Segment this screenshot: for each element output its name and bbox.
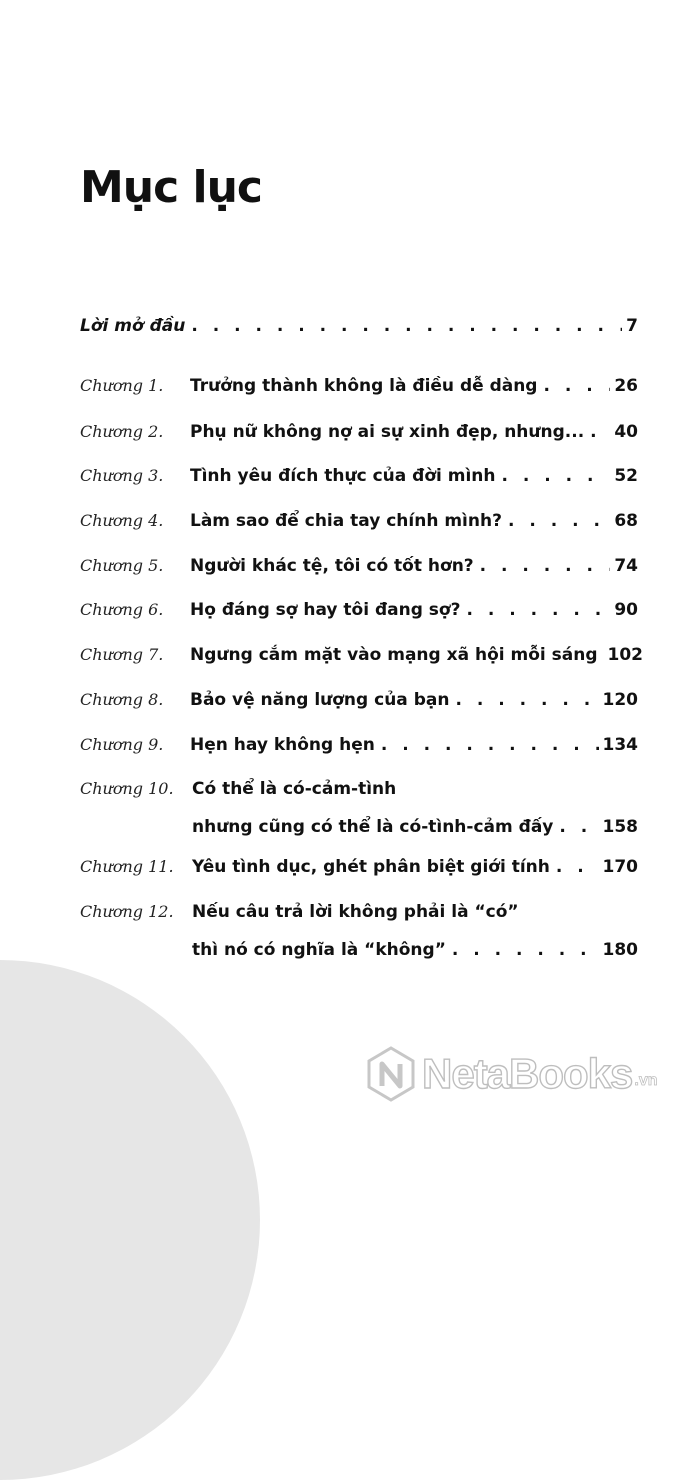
dot-leader — [590, 420, 610, 444]
chapter-label: Chương 11. — [80, 857, 174, 876]
chapter-title: Trưởng thành không là điều dễ dàng — [190, 376, 538, 396]
dot-leader — [466, 598, 610, 622]
page-number: 180 — [602, 940, 638, 960]
toc-line — [80, 554, 638, 578]
toc-entry — [80, 643, 644, 667]
chapter-label: Chương 12. — [80, 902, 174, 921]
toc-line — [80, 464, 638, 488]
watermark-suffix: .vn — [634, 1072, 658, 1089]
page-number: 7 — [626, 316, 638, 336]
toc-entry — [80, 554, 638, 578]
chapter-label: Chương 7. — [80, 645, 164, 664]
page-number: 134 — [602, 735, 638, 755]
toc-line — [80, 314, 638, 338]
chapter-label: Chương 1. — [80, 376, 164, 395]
page-number: 120 — [602, 690, 638, 710]
chapter-title: Phụ nữ không nợ ai sự xinh đẹp, nhưng... — [190, 422, 585, 442]
toc-line — [80, 777, 638, 801]
toc-entry — [80, 598, 638, 622]
toc-line — [80, 420, 638, 444]
chapter-label: Chương 3. — [80, 466, 164, 485]
netabooks-logo-icon — [366, 1046, 416, 1102]
toc-line — [80, 374, 638, 398]
chapter-title: Có thể là có-cảm-tình — [192, 779, 397, 799]
corner-decoration — [0, 960, 260, 1480]
chapter-title: Tình yêu đích thực của đời mình — [190, 466, 496, 486]
toc-entry — [80, 374, 638, 398]
dot-leader — [480, 554, 611, 578]
chapter-title: Họ đáng sợ hay tôi đang sợ? — [190, 600, 461, 620]
page-number: 90 — [614, 600, 638, 620]
watermark — [366, 1046, 696, 1102]
dot-leader — [502, 464, 611, 488]
toc-line — [80, 598, 638, 622]
dot-leader — [455, 688, 598, 712]
dot-leader — [559, 815, 598, 839]
page-number: 26 — [614, 376, 638, 396]
toc-entry — [80, 509, 638, 533]
chapter-label: Chương 10. — [80, 779, 174, 798]
dot-leader — [556, 855, 599, 879]
page-number: 52 — [614, 466, 638, 486]
chapter-label: Chương 8. — [80, 690, 164, 709]
toc-entry — [80, 314, 638, 338]
page-number: 74 — [614, 556, 638, 576]
chapter-title: Ngưng cắm mặt vào mạng xã hội mỗi sáng — [190, 645, 598, 665]
dot-leader — [381, 733, 599, 757]
page-number: 170 — [602, 857, 638, 877]
page-number: 40 — [614, 422, 638, 442]
toc-line — [80, 733, 638, 757]
toc-entry — [80, 464, 638, 488]
chapter-title: Nếu câu trả lời không phải là “có” — [192, 902, 519, 922]
chapter-title: Làm sao để chia tay chính mình? — [190, 511, 502, 531]
chapter-title: nhưng cũng có thể là có-tình-cảm đấy — [192, 817, 554, 837]
toc-entry — [80, 777, 638, 839]
toc-line — [80, 643, 644, 667]
dot-leader — [452, 938, 599, 962]
toc-line — [80, 855, 638, 879]
dot-leader — [543, 374, 610, 398]
toc-line — [80, 815, 638, 839]
toc-entry — [80, 420, 638, 444]
toc-line — [80, 509, 638, 533]
page-number: 158 — [602, 817, 638, 837]
chapter-title: Người khác tệ, tôi có tốt hơn? — [190, 556, 474, 576]
chapter-title: Yêu tình dục, ghét phân biệt giới tính — [192, 857, 550, 877]
chapter-label: Chương 9. — [80, 735, 164, 754]
watermark-text: NetaBooks — [422, 1050, 633, 1097]
toc-entry — [80, 688, 638, 712]
chapter-label: Chương 2. — [80, 422, 164, 441]
page-number: 68 — [614, 511, 638, 531]
toc-entry — [80, 733, 638, 757]
chapter-label: Chương 4. — [80, 511, 164, 530]
toc-line — [80, 938, 638, 962]
toc-entry — [80, 900, 638, 962]
dot-leader — [508, 509, 610, 533]
toc-entry — [80, 855, 638, 879]
toc-line — [80, 900, 638, 924]
chapter-title: Bảo vệ năng lượng của bạn — [190, 690, 450, 710]
chapter-label: Chương 6. — [80, 600, 164, 619]
toc-line — [80, 688, 638, 712]
chapter-label: Chương 5. — [80, 556, 164, 575]
table-of-contents — [80, 0, 644, 1000]
page-title: Mục lục — [80, 162, 262, 213]
chapter-title: Lời mở đầu — [80, 316, 186, 336]
page-number: 102 — [607, 645, 644, 665]
chapter-title: Hẹn hay không hẹn — [190, 735, 375, 755]
chapter-title: thì nó có nghĩa là “không” — [192, 940, 446, 960]
dot-leader — [191, 314, 622, 338]
